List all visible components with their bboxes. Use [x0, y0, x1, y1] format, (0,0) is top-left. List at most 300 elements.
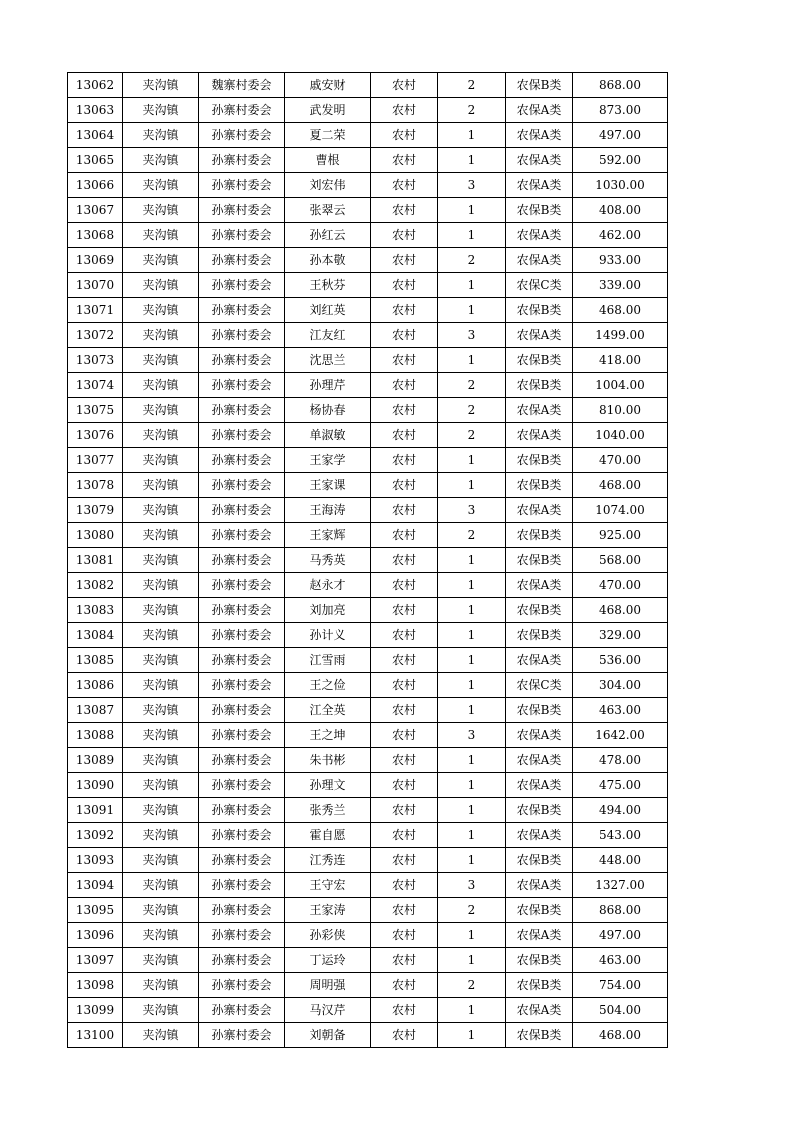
town-cell: 夹沟镇 [123, 273, 199, 298]
name-cell: 孙彩侠 [285, 923, 371, 948]
town-cell: 夹沟镇 [123, 848, 199, 873]
member-count-cell: 1 [438, 848, 506, 873]
village-committee-cell: 孙寨村委会 [199, 248, 285, 273]
village-committee-cell: 孙寨村委会 [199, 773, 285, 798]
town-cell: 夹沟镇 [123, 923, 199, 948]
amount-cell: 418.00 [573, 348, 668, 373]
household-type-cell: 农村 [371, 173, 438, 198]
household-type-cell: 农村 [371, 723, 438, 748]
insurance-category-cell: 农保A类 [506, 823, 573, 848]
record-id-cell: 13084 [68, 623, 123, 648]
records-table-body [68, 73, 668, 1048]
record-id-cell: 13071 [68, 298, 123, 323]
member-count-cell: 2 [438, 523, 506, 548]
name-cell: 孙理芹 [285, 373, 371, 398]
table-row [68, 648, 668, 673]
member-count-cell: 1 [438, 748, 506, 773]
insurance-category-cell: 农保B类 [506, 473, 573, 498]
name-cell: 刘朝备 [285, 1023, 371, 1048]
record-id-cell: 13099 [68, 998, 123, 1023]
town-cell: 夹沟镇 [123, 898, 199, 923]
household-type-cell: 农村 [371, 648, 438, 673]
amount-cell: 810.00 [573, 398, 668, 423]
household-type-cell: 农村 [371, 1023, 438, 1048]
insurance-category-cell: 农保A类 [506, 723, 573, 748]
village-committee-cell: 孙寨村委会 [199, 573, 285, 598]
name-cell: 曹根 [285, 148, 371, 173]
town-cell: 夹沟镇 [123, 373, 199, 398]
village-committee-cell: 孙寨村委会 [199, 823, 285, 848]
insurance-category-cell: 农保A类 [506, 923, 573, 948]
name-cell: 霍自愿 [285, 823, 371, 848]
member-count-cell: 1 [438, 773, 506, 798]
record-id-cell: 13076 [68, 423, 123, 448]
record-id-cell: 13090 [68, 773, 123, 798]
household-type-cell: 农村 [371, 473, 438, 498]
village-committee-cell: 孙寨村委会 [199, 1023, 285, 1048]
amount-cell: 497.00 [573, 923, 668, 948]
village-committee-cell: 孙寨村委会 [199, 323, 285, 348]
town-cell: 夹沟镇 [123, 548, 199, 573]
name-cell: 丁运玲 [285, 948, 371, 973]
village-committee-cell: 孙寨村委会 [199, 723, 285, 748]
name-cell: 王家课 [285, 473, 371, 498]
household-type-cell: 农村 [371, 873, 438, 898]
name-cell: 王家辉 [285, 523, 371, 548]
member-count-cell: 1 [438, 198, 506, 223]
town-cell: 夹沟镇 [123, 748, 199, 773]
record-id-cell: 13095 [68, 898, 123, 923]
household-type-cell: 农村 [371, 948, 438, 973]
record-id-cell: 13096 [68, 923, 123, 948]
household-type-cell: 农村 [371, 923, 438, 948]
insurance-category-cell: 农保B类 [506, 973, 573, 998]
record-id-cell: 13082 [68, 573, 123, 598]
insurance-category-cell: 农保A类 [506, 748, 573, 773]
name-cell: 周明强 [285, 973, 371, 998]
town-cell: 夹沟镇 [123, 398, 199, 423]
amount-cell: 568.00 [573, 548, 668, 573]
amount-cell: 543.00 [573, 823, 668, 848]
table-row [68, 498, 668, 523]
table-row [68, 98, 668, 123]
record-id-cell: 13086 [68, 673, 123, 698]
amount-cell: 868.00 [573, 898, 668, 923]
table-row [68, 198, 668, 223]
insurance-category-cell: 农保A类 [506, 248, 573, 273]
household-type-cell: 农村 [371, 773, 438, 798]
record-id-cell: 13094 [68, 873, 123, 898]
town-cell: 夹沟镇 [123, 523, 199, 548]
amount-cell: 1499.00 [573, 323, 668, 348]
town-cell: 夹沟镇 [123, 173, 199, 198]
insurance-category-cell: 农保A类 [506, 123, 573, 148]
town-cell: 夹沟镇 [123, 823, 199, 848]
table-row [68, 998, 668, 1023]
town-cell: 夹沟镇 [123, 223, 199, 248]
household-type-cell: 农村 [371, 998, 438, 1023]
household-type-cell: 农村 [371, 423, 438, 448]
name-cell: 夏二荣 [285, 123, 371, 148]
town-cell: 夹沟镇 [123, 98, 199, 123]
amount-cell: 933.00 [573, 248, 668, 273]
name-cell: 王家学 [285, 448, 371, 473]
table-row [68, 823, 668, 848]
insurance-category-cell: 农保A类 [506, 873, 573, 898]
member-count-cell: 1 [438, 548, 506, 573]
amount-cell: 463.00 [573, 698, 668, 723]
record-id-cell: 13081 [68, 548, 123, 573]
member-count-cell: 1 [438, 673, 506, 698]
record-id-cell: 13070 [68, 273, 123, 298]
amount-cell: 1040.00 [573, 423, 668, 448]
name-cell: 张翠云 [285, 198, 371, 223]
table-row [68, 748, 668, 773]
record-id-cell: 13089 [68, 748, 123, 773]
village-committee-cell: 孙寨村委会 [199, 973, 285, 998]
insurance-category-cell: 农保B类 [506, 598, 573, 623]
table-row [68, 623, 668, 648]
insurance-category-cell: 农保B类 [506, 948, 573, 973]
household-type-cell: 农村 [371, 223, 438, 248]
amount-cell: 494.00 [573, 798, 668, 823]
member-count-cell: 3 [438, 323, 506, 348]
amount-cell: 1004.00 [573, 373, 668, 398]
record-id-cell: 13068 [68, 223, 123, 248]
name-cell: 戚安财 [285, 73, 371, 98]
table-row [68, 173, 668, 198]
name-cell: 刘加亮 [285, 598, 371, 623]
record-id-cell: 13065 [68, 148, 123, 173]
village-committee-cell: 孙寨村委会 [199, 873, 285, 898]
insurance-category-cell: 农保A类 [506, 498, 573, 523]
insurance-category-cell: 农保B类 [506, 348, 573, 373]
amount-cell: 468.00 [573, 473, 668, 498]
town-cell: 夹沟镇 [123, 323, 199, 348]
record-id-cell: 13077 [68, 448, 123, 473]
table-row [68, 473, 668, 498]
village-committee-cell: 孙寨村委会 [199, 148, 285, 173]
record-id-cell: 13093 [68, 848, 123, 873]
record-id-cell: 13079 [68, 498, 123, 523]
record-id-cell: 13085 [68, 648, 123, 673]
insurance-category-cell: 农保A类 [506, 398, 573, 423]
record-id-cell: 13067 [68, 198, 123, 223]
record-id-cell: 13064 [68, 123, 123, 148]
table-row [68, 323, 668, 348]
record-id-cell: 13100 [68, 1023, 123, 1048]
record-id-cell: 13083 [68, 598, 123, 623]
amount-cell: 329.00 [573, 623, 668, 648]
member-count-cell: 1 [438, 798, 506, 823]
household-type-cell: 农村 [371, 623, 438, 648]
town-cell: 夹沟镇 [123, 73, 199, 98]
member-count-cell: 1 [438, 823, 506, 848]
insurance-category-cell: 农保A类 [506, 998, 573, 1023]
member-count-cell: 1 [438, 298, 506, 323]
household-type-cell: 农村 [371, 573, 438, 598]
amount-cell: 873.00 [573, 98, 668, 123]
household-type-cell: 农村 [371, 523, 438, 548]
name-cell: 王之坤 [285, 723, 371, 748]
amount-cell: 304.00 [573, 673, 668, 698]
table-row [68, 348, 668, 373]
member-count-cell: 1 [438, 223, 506, 248]
member-count-cell: 1 [438, 998, 506, 1023]
name-cell: 刘红英 [285, 298, 371, 323]
amount-cell: 1327.00 [573, 873, 668, 898]
amount-cell: 468.00 [573, 1023, 668, 1048]
name-cell: 江全英 [285, 698, 371, 723]
village-committee-cell: 孙寨村委会 [199, 473, 285, 498]
records-table [67, 72, 668, 1048]
insurance-category-cell: 农保B类 [506, 623, 573, 648]
village-committee-cell: 孙寨村委会 [199, 648, 285, 673]
member-count-cell: 1 [438, 123, 506, 148]
household-type-cell: 农村 [371, 298, 438, 323]
member-count-cell: 1 [438, 573, 506, 598]
member-count-cell: 3 [438, 873, 506, 898]
town-cell: 夹沟镇 [123, 798, 199, 823]
name-cell: 孙红云 [285, 223, 371, 248]
household-type-cell: 农村 [371, 123, 438, 148]
household-type-cell: 农村 [371, 898, 438, 923]
insurance-category-cell: 农保A类 [506, 573, 573, 598]
name-cell: 江雪雨 [285, 648, 371, 673]
household-type-cell: 农村 [371, 548, 438, 573]
village-committee-cell: 孙寨村委会 [199, 848, 285, 873]
insurance-category-cell: 农保B类 [506, 548, 573, 573]
member-count-cell: 1 [438, 598, 506, 623]
name-cell: 武发明 [285, 98, 371, 123]
name-cell: 王之俭 [285, 673, 371, 698]
name-cell: 江友红 [285, 323, 371, 348]
household-type-cell: 农村 [371, 373, 438, 398]
member-count-cell: 1 [438, 648, 506, 673]
village-committee-cell: 孙寨村委会 [199, 598, 285, 623]
household-type-cell: 农村 [371, 748, 438, 773]
insurance-category-cell: 农保B类 [506, 448, 573, 473]
town-cell: 夹沟镇 [123, 973, 199, 998]
member-count-cell: 1 [438, 923, 506, 948]
record-id-cell: 13075 [68, 398, 123, 423]
village-committee-cell: 孙寨村委会 [199, 198, 285, 223]
table-row [68, 273, 668, 298]
insurance-category-cell: 农保A类 [506, 98, 573, 123]
name-cell: 王秋芬 [285, 273, 371, 298]
town-cell: 夹沟镇 [123, 248, 199, 273]
village-committee-cell: 孙寨村委会 [199, 98, 285, 123]
town-cell: 夹沟镇 [123, 198, 199, 223]
town-cell: 夹沟镇 [123, 773, 199, 798]
name-cell: 沈思兰 [285, 348, 371, 373]
village-committee-cell: 孙寨村委会 [199, 298, 285, 323]
record-id-cell: 13097 [68, 948, 123, 973]
amount-cell: 1074.00 [573, 498, 668, 523]
town-cell: 夹沟镇 [123, 698, 199, 723]
table-row [68, 1023, 668, 1048]
village-committee-cell: 孙寨村委会 [199, 898, 285, 923]
town-cell: 夹沟镇 [123, 123, 199, 148]
insurance-category-cell: 农保A类 [506, 648, 573, 673]
table-row [68, 898, 668, 923]
member-count-cell: 1 [438, 623, 506, 648]
insurance-category-cell: 农保A类 [506, 423, 573, 448]
amount-cell: 754.00 [573, 973, 668, 998]
insurance-category-cell: 农保B类 [506, 848, 573, 873]
insurance-category-cell: 农保A类 [506, 773, 573, 798]
table-row [68, 573, 668, 598]
town-cell: 夹沟镇 [123, 873, 199, 898]
insurance-category-cell: 农保B类 [506, 523, 573, 548]
village-committee-cell: 孙寨村委会 [199, 548, 285, 573]
town-cell: 夹沟镇 [123, 948, 199, 973]
village-committee-cell: 孙寨村委会 [199, 123, 285, 148]
member-count-cell: 2 [438, 898, 506, 923]
record-id-cell: 13088 [68, 723, 123, 748]
name-cell: 王海涛 [285, 498, 371, 523]
record-id-cell: 13073 [68, 348, 123, 373]
table-row [68, 398, 668, 423]
name-cell: 杨协春 [285, 398, 371, 423]
insurance-category-cell: 农保A类 [506, 323, 573, 348]
town-cell: 夹沟镇 [123, 473, 199, 498]
name-cell: 孙本敬 [285, 248, 371, 273]
record-id-cell: 13078 [68, 473, 123, 498]
amount-cell: 468.00 [573, 298, 668, 323]
record-id-cell: 13074 [68, 373, 123, 398]
table-row [68, 523, 668, 548]
village-committee-cell: 孙寨村委会 [199, 398, 285, 423]
insurance-category-cell: 农保B类 [506, 298, 573, 323]
record-id-cell: 13092 [68, 823, 123, 848]
town-cell: 夹沟镇 [123, 448, 199, 473]
amount-cell: 1030.00 [573, 173, 668, 198]
insurance-category-cell: 农保B类 [506, 798, 573, 823]
village-committee-cell: 孙寨村委会 [199, 623, 285, 648]
member-count-cell: 1 [438, 148, 506, 173]
village-committee-cell: 魏寨村委会 [199, 73, 285, 98]
village-committee-cell: 孙寨村委会 [199, 173, 285, 198]
record-id-cell: 13066 [68, 173, 123, 198]
household-type-cell: 农村 [371, 198, 438, 223]
town-cell: 夹沟镇 [123, 498, 199, 523]
name-cell: 孙理文 [285, 773, 371, 798]
table-row [68, 698, 668, 723]
record-id-cell: 13098 [68, 973, 123, 998]
insurance-category-cell: 农保B类 [506, 698, 573, 723]
amount-cell: 462.00 [573, 223, 668, 248]
village-committee-cell: 孙寨村委会 [199, 998, 285, 1023]
amount-cell: 925.00 [573, 523, 668, 548]
town-cell: 夹沟镇 [123, 673, 199, 698]
table-row [68, 223, 668, 248]
amount-cell: 868.00 [573, 73, 668, 98]
table-row [68, 123, 668, 148]
town-cell: 夹沟镇 [123, 723, 199, 748]
household-type-cell: 农村 [371, 398, 438, 423]
member-count-cell: 1 [438, 348, 506, 373]
record-id-cell: 13080 [68, 523, 123, 548]
village-committee-cell: 孙寨村委会 [199, 673, 285, 698]
name-cell: 马汉芹 [285, 998, 371, 1023]
village-committee-cell: 孙寨村委会 [199, 923, 285, 948]
village-committee-cell: 孙寨村委会 [199, 373, 285, 398]
village-committee-cell: 孙寨村委会 [199, 523, 285, 548]
record-id-cell: 13069 [68, 248, 123, 273]
member-count-cell: 1 [438, 273, 506, 298]
household-type-cell: 农村 [371, 273, 438, 298]
table-row [68, 873, 668, 898]
table-row [68, 773, 668, 798]
village-committee-cell: 孙寨村委会 [199, 423, 285, 448]
town-cell: 夹沟镇 [123, 998, 199, 1023]
town-cell: 夹沟镇 [123, 648, 199, 673]
amount-cell: 504.00 [573, 998, 668, 1023]
village-committee-cell: 孙寨村委会 [199, 948, 285, 973]
name-cell: 王守宏 [285, 873, 371, 898]
amount-cell: 478.00 [573, 748, 668, 773]
member-count-cell: 2 [438, 423, 506, 448]
amount-cell: 592.00 [573, 148, 668, 173]
household-type-cell: 农村 [371, 148, 438, 173]
household-type-cell: 农村 [371, 848, 438, 873]
insurance-category-cell: 农保C类 [506, 273, 573, 298]
record-id-cell: 13072 [68, 323, 123, 348]
name-cell: 张秀兰 [285, 798, 371, 823]
record-id-cell: 13091 [68, 798, 123, 823]
table-row [68, 848, 668, 873]
amount-cell: 1642.00 [573, 723, 668, 748]
insurance-category-cell: 农保B类 [506, 1023, 573, 1048]
name-cell: 刘宏伟 [285, 173, 371, 198]
member-count-cell: 3 [438, 498, 506, 523]
household-type-cell: 农村 [371, 498, 438, 523]
town-cell: 夹沟镇 [123, 348, 199, 373]
table-row [68, 298, 668, 323]
village-committee-cell: 孙寨村委会 [199, 348, 285, 373]
table-row [68, 423, 668, 448]
name-cell: 江秀连 [285, 848, 371, 873]
record-id-cell: 13062 [68, 73, 123, 98]
town-cell: 夹沟镇 [123, 148, 199, 173]
record-id-cell: 13087 [68, 698, 123, 723]
insurance-category-cell: 农保B类 [506, 198, 573, 223]
insurance-category-cell: 农保A类 [506, 148, 573, 173]
member-count-cell: 1 [438, 473, 506, 498]
name-cell: 单淑敏 [285, 423, 371, 448]
town-cell: 夹沟镇 [123, 623, 199, 648]
amount-cell: 536.00 [573, 648, 668, 673]
table-row [68, 248, 668, 273]
household-type-cell: 农村 [371, 348, 438, 373]
member-count-cell: 2 [438, 73, 506, 98]
amount-cell: 470.00 [573, 573, 668, 598]
village-committee-cell: 孙寨村委会 [199, 798, 285, 823]
table-row [68, 373, 668, 398]
amount-cell: 468.00 [573, 598, 668, 623]
insurance-category-cell: 农保A类 [506, 223, 573, 248]
name-cell: 孙计义 [285, 623, 371, 648]
table-row [68, 973, 668, 998]
member-count-cell: 3 [438, 173, 506, 198]
member-count-cell: 1 [438, 698, 506, 723]
amount-cell: 339.00 [573, 273, 668, 298]
member-count-cell: 2 [438, 373, 506, 398]
town-cell: 夹沟镇 [123, 598, 199, 623]
insurance-category-cell: 农保A类 [506, 173, 573, 198]
household-type-cell: 农村 [371, 798, 438, 823]
